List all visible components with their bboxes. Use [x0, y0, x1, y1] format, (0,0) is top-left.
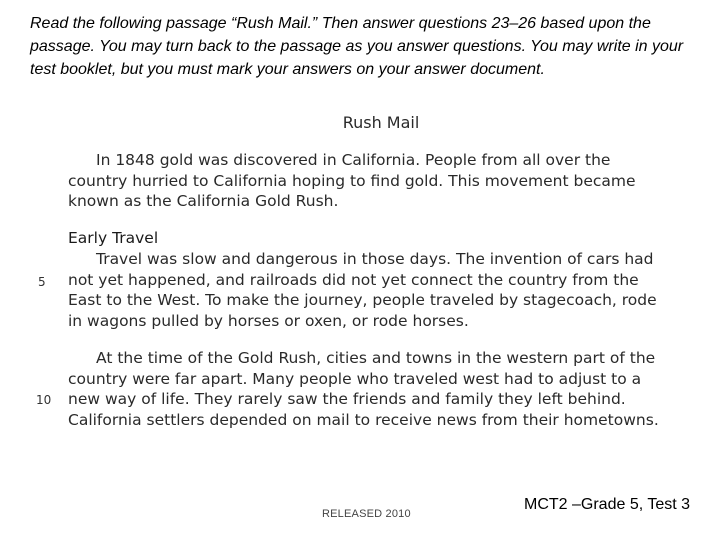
paragraph-3-line-2: country were far apart. Many people who traveled west had to adjust to a [68, 369, 642, 388]
paragraph-3 [68, 348, 698, 430]
release-label: RELEASED 2010 [322, 508, 411, 520]
paragraph-2-line-2: not yet happened, and railroads did not yet connect the country from the [68, 270, 639, 289]
line-number-5: 5 [38, 275, 46, 289]
paragraph-2-line-3: East to the West. To make the journey, people traveled by stagecoach, rode [68, 291, 657, 309]
paragraph-1 [68, 150, 688, 212]
paragraph-2-line-1: Travel was slow and dangerous in those days. The invention of cars had [96, 250, 654, 268]
paragraph-3-line-3: new way of life. They rarely saw the friends and family they left behind. [68, 390, 626, 408]
line-number-10: 10 [36, 393, 52, 407]
paragraph-3-line-1: At the time of the Gold Rush, cities and towns in the western part of the [96, 349, 656, 367]
paragraph-2-line-4: in wagons pulled by horses or oxen, or rode horses. [68, 311, 469, 330]
paragraph-2 [68, 249, 688, 331]
paragraph-1-line-1: In 1848 gold was discovered in California. People from all over the [96, 151, 611, 169]
instructions-text: Read the following passage “Rush Mail.” Then answer questions 23–26 based upon the passage. You may turn back to the passage as you answer questions. You may write in your test booklet, but you must mark your answers on your answer document. [30, 15, 684, 78]
passage-title: Rush Mail [342, 113, 420, 132]
paragraph-3-line-4: California settlers depended on mail to receive news from their hometowns. [68, 410, 659, 429]
paragraph-1-line-3: known as the California Gold Rush. [68, 192, 339, 210]
test-label: MCT2 –Grade 5, Test 3 [524, 496, 690, 513]
section-heading: Early Travel [68, 229, 159, 247]
paragraph-1-line-2: country hurried to California hoping to find gold. This movement became [68, 171, 636, 190]
